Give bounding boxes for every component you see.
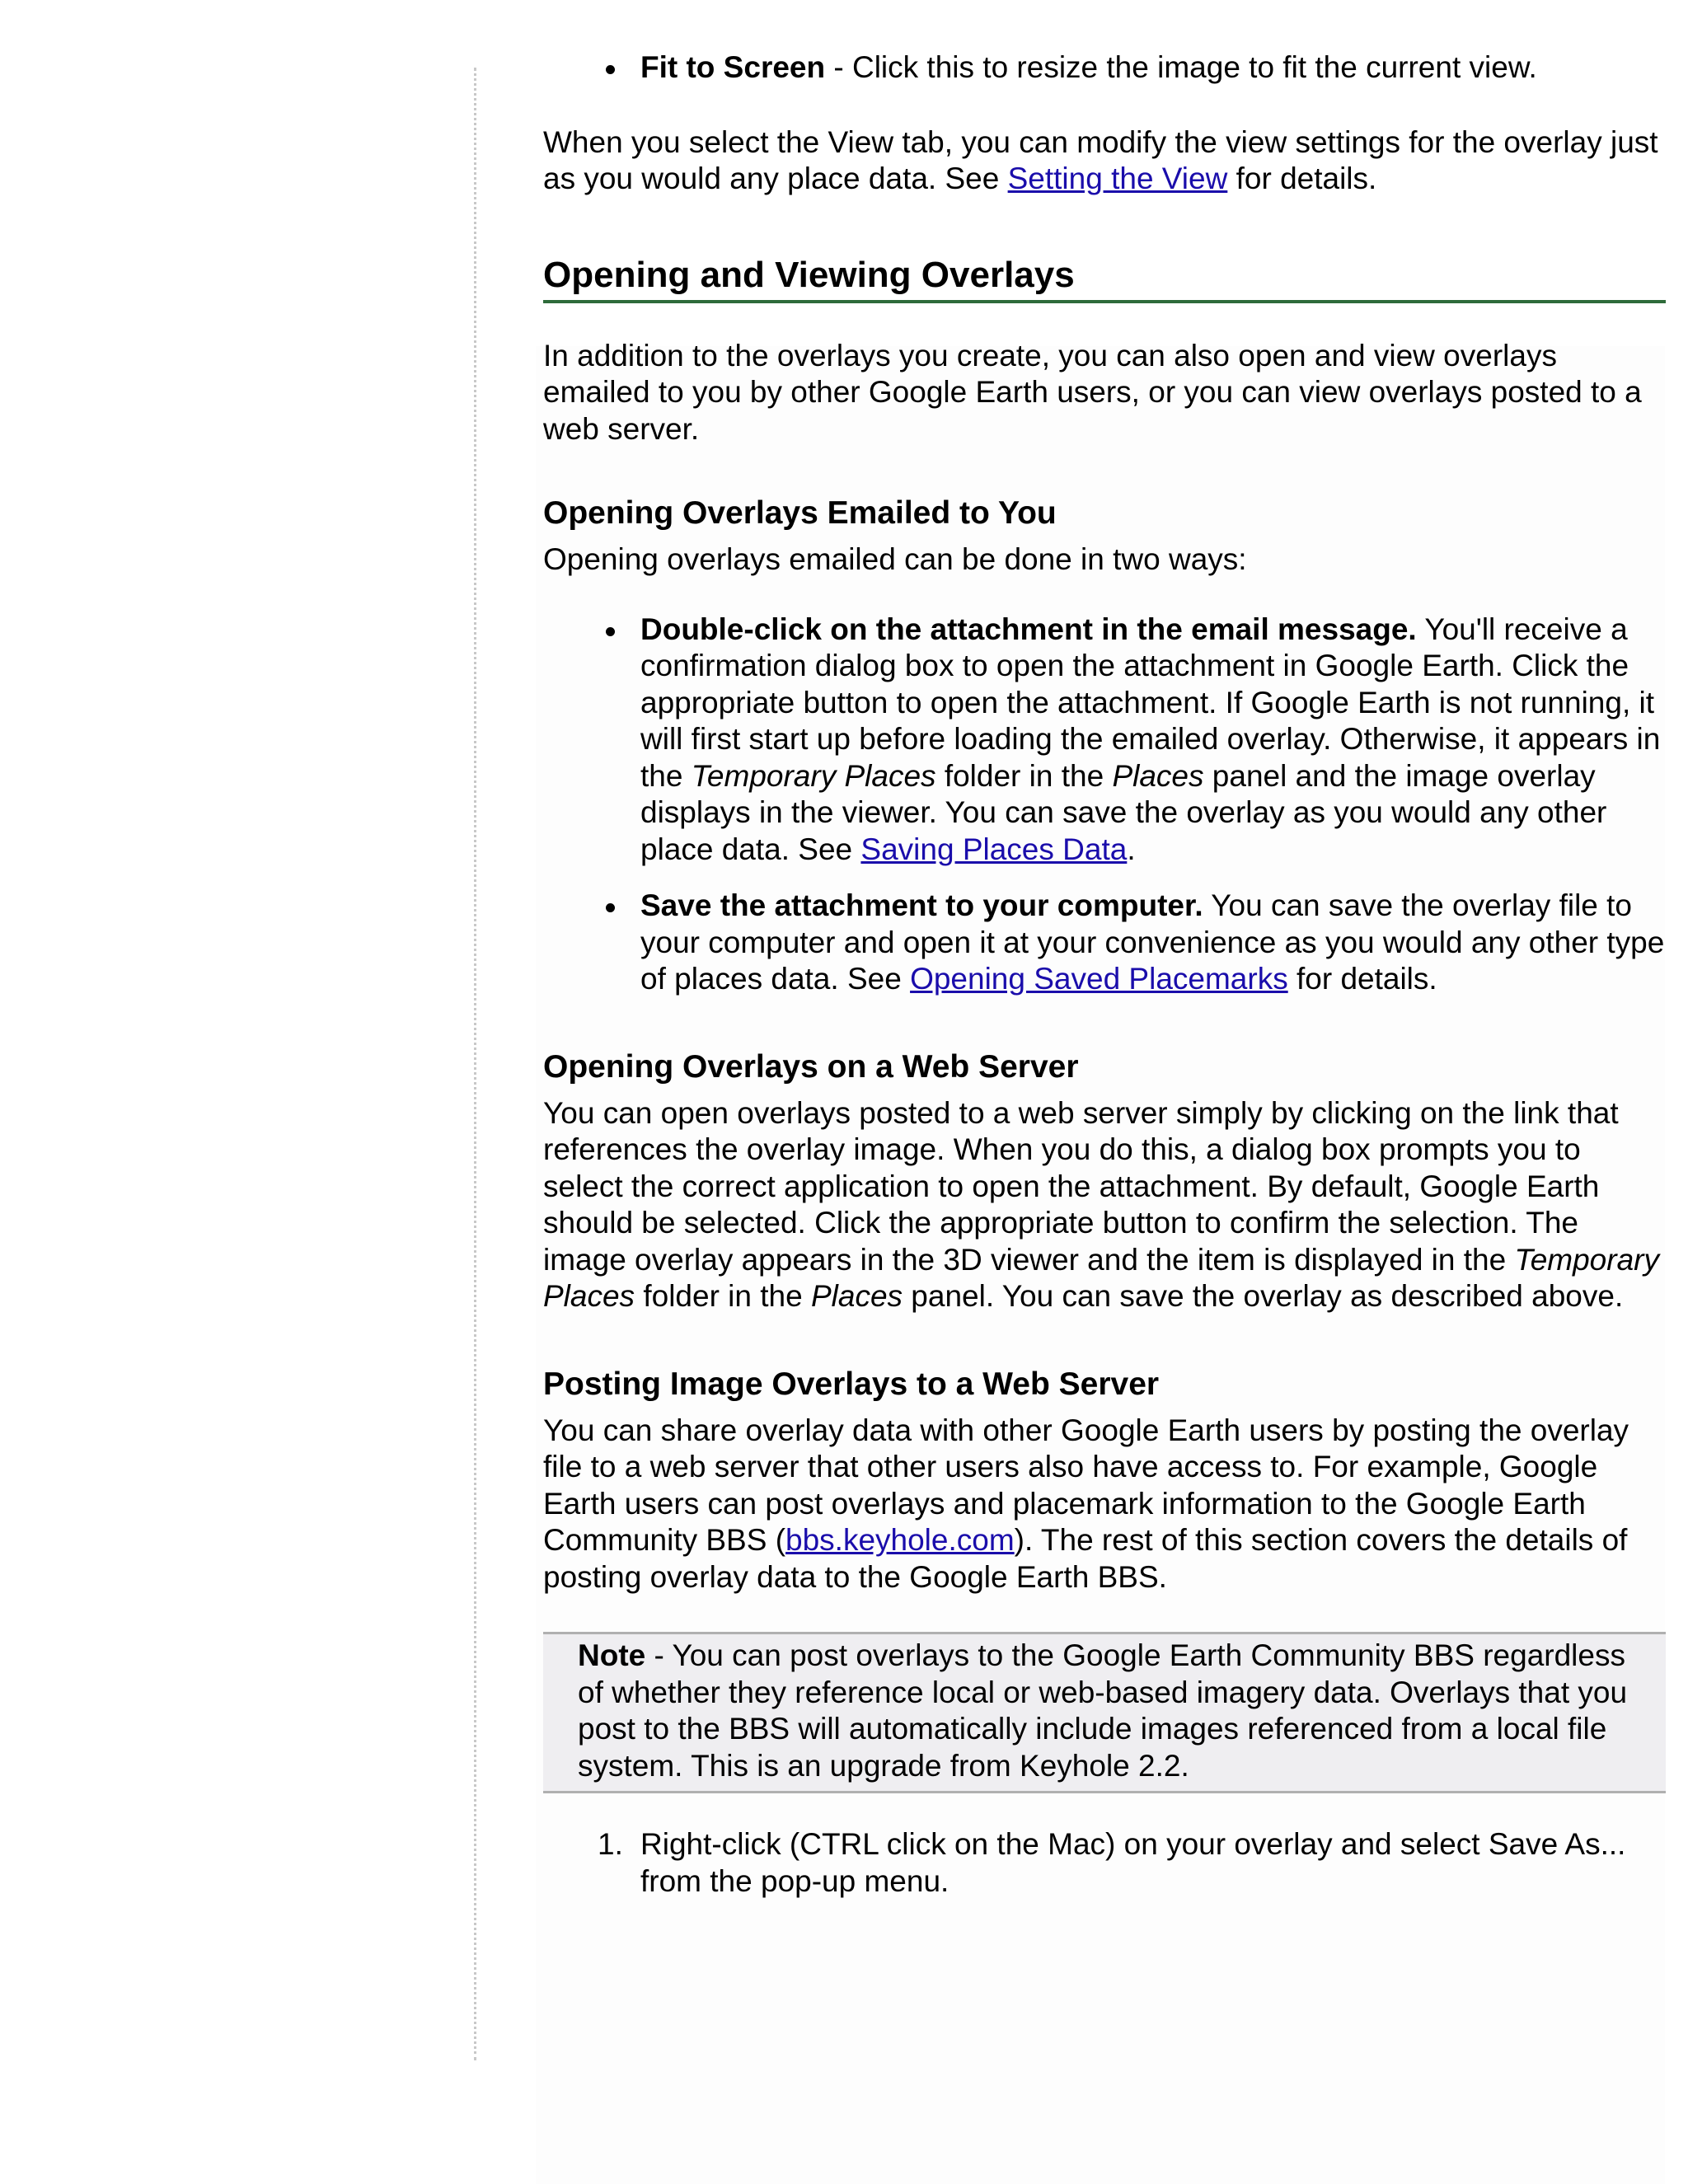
- subsection-heading-web-server: Opening Overlays on a Web Server: [543, 1048, 1079, 1085]
- section-intro: In addition to the overlays you create, you can also open and view overlays emailed to you by other Google Earth users, or you can view overlays posted to a web server.: [543, 338, 1642, 446]
- ui-term: Places: [1112, 758, 1204, 793]
- list-item: [640, 49, 1666, 87]
- subsection-heading-emailed: Opening Overlays Emailed to You: [543, 495, 1057, 531]
- list-text: You'll receive a confirmation dialog box to open the attachment in Google Earth. Click the appropriate button to open the attachment. If Google Earth is not running, it will first start up before loading the emailed overlay. Otherwise, it appears in the: [640, 612, 1661, 793]
- paragraph-text: You can share overlay data with other Google Earth users by posting the overlay file to a web server that other users also have access to. For example, Google Earth users can post overlays and placemark information to the Google Earth Community BBS (: [543, 1413, 1629, 1557]
- note-box: [543, 1632, 1666, 1793]
- list-item: [640, 888, 1666, 998]
- list-text: .: [1127, 832, 1136, 866]
- ui-term: Temporary Places: [543, 1242, 1659, 1313]
- note-label: Note: [578, 1638, 646, 1672]
- subsection-heading-posting: Posting Image Overlays to a Web Server: [543, 1366, 1160, 1402]
- opening-saved-placemarks-link[interactable]: Opening Saved Placemarks: [910, 962, 1288, 996]
- sidebar-divider: [474, 68, 476, 2060]
- web-server-paragraph: [543, 1095, 1666, 1315]
- posting-paragraph: [543, 1413, 1666, 1596]
- paragraph-text: panel. You can save the overlay as described above.: [903, 1279, 1624, 1313]
- paragraph-text: You can open overlays posted to a web server simply by clicking on the link that references the overlay image. When you do this, a dialog box prompts you to select the correct application to open the attachment. By default, Google Earth should be selected. Click the appropriate button to confirm the selection. The image overlay appears in the 3D viewer and the item is displayed in the: [543, 1095, 1619, 1277]
- posting-steps-list: [543, 1826, 1666, 1900]
- main-content: [543, 49, 1666, 1900]
- paragraph-text: for details.: [1227, 162, 1377, 195]
- step-label: Double-click on the attachment in the email message.: [640, 612, 1417, 646]
- step-number: 1.: [598, 1827, 623, 1861]
- step-text: Right-click (CTRL click on the Mac) on your overlay and select Save As... from the pop-up menu.: [640, 1827, 1626, 1898]
- bbs-keyhole-link[interactable]: bbs.keyhole.com: [785, 1523, 1015, 1557]
- list-item: [640, 612, 1666, 869]
- list-text: You can save the overlay file to your computer and open it at your convenience as you would any other type of places data. See: [640, 888, 1665, 996]
- paragraph-text: folder in the: [635, 1279, 811, 1313]
- paragraph-text: When you select the View tab, you can modify the view settings for the overlay just as you would any place data. See: [543, 124, 1658, 195]
- note-text: - You can post overlays to the Google Earth Community BBS regardless of whether they reference local or web-based imagery data. Overlays that you post to the BBS will automatically include images referenced from a local file system. This is an upgrade from Keyhole 2.2.: [578, 1638, 1628, 1783]
- view-options-list: [543, 49, 1666, 87]
- setting-the-view-link[interactable]: Setting the View: [1007, 162, 1228, 195]
- saving-places-data-link[interactable]: Saving Places Data: [860, 832, 1128, 866]
- list-text: panel and the image overlay displays in the viewer. You can save the overlay as you would any other place data. See: [640, 758, 1607, 866]
- emailed-intro: Opening overlays emailed can be done in two ways:: [543, 542, 1247, 576]
- view-tab-paragraph: [543, 124, 1666, 198]
- ui-term: Temporary Places: [691, 758, 936, 793]
- emailed-ways-list: [543, 612, 1666, 998]
- paragraph-text: ). The rest of this section covers the details of posting overlay data to the Google Earth BBS.: [543, 1523, 1628, 1594]
- ui-term: Places: [810, 1279, 903, 1313]
- list-item: [598, 1826, 1666, 1900]
- option-description: - Click this to resize the image to fit the current view.: [825, 50, 1537, 84]
- step-label: Save the attachment to your computer.: [640, 888, 1203, 922]
- bullet-icon: [606, 627, 615, 636]
- section-heading: Opening and Viewing Overlays: [543, 254, 1666, 303]
- list-text: for details.: [1287, 962, 1437, 996]
- list-text: folder in the: [935, 758, 1113, 793]
- bullet-icon: [606, 65, 615, 74]
- option-label: Fit to Screen: [640, 50, 826, 84]
- bullet-icon: [606, 903, 615, 912]
